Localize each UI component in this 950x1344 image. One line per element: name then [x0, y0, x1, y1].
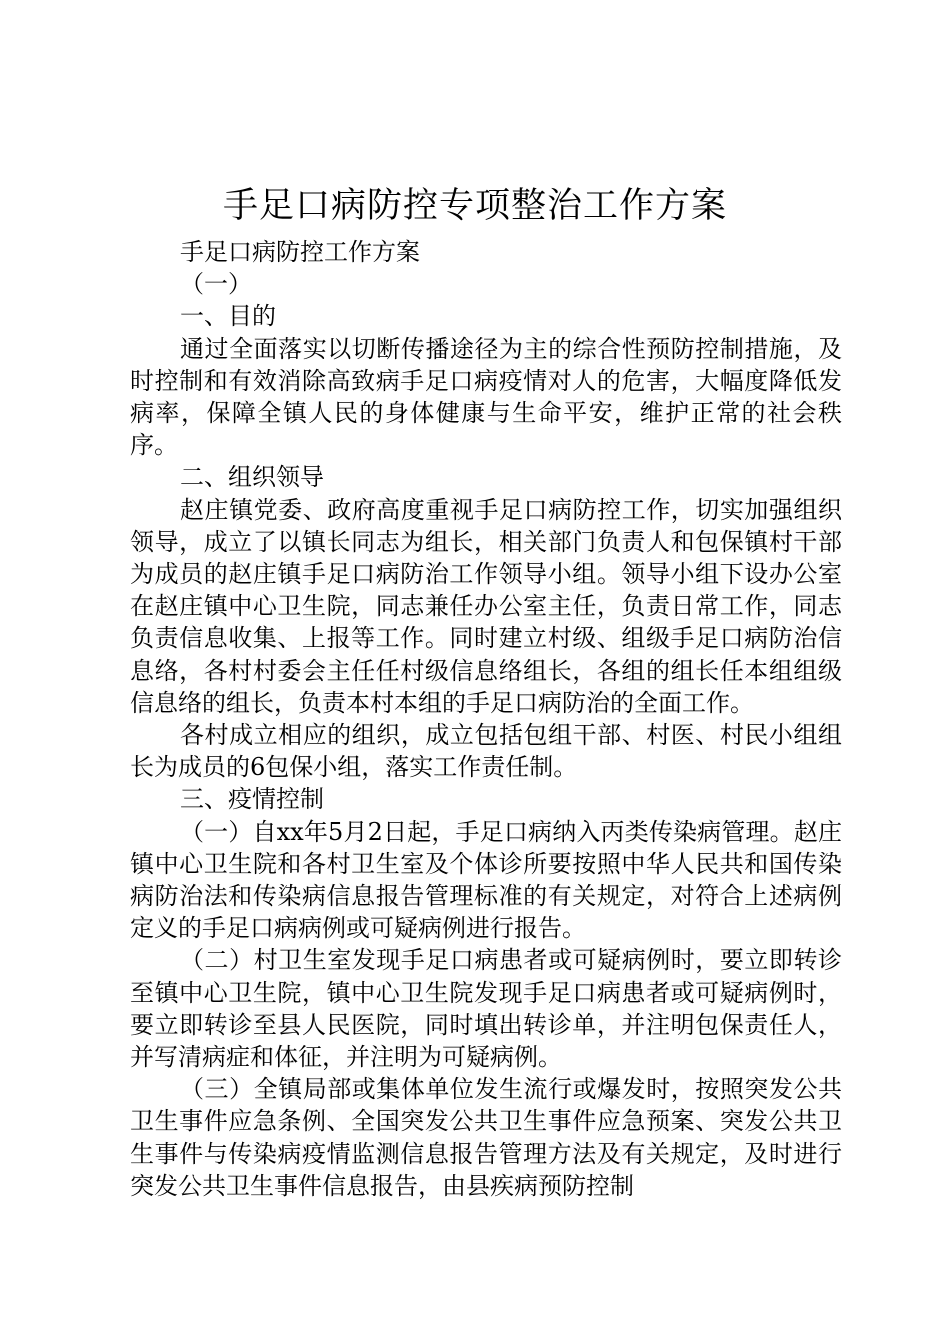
epidemic-control-item-1: （一）自xx年5月2日起，手足口病纳入丙类传染病管理。赵庄镇中心卫生院和各村卫生室及个体诊所要按照中华人民共和国传染病防治法和传染病信息报告管理标准的有关规定，对符合上述病例定义的手足口病病例或可疑病例进行报告。: [130, 817, 842, 943]
organization-paragraph: 赵庄镇党委、政府高度重视手足口病防控工作，切实加强组织领导，成立了以镇长同志为组长，相关部门负责人和包保镇村干部为成员的赵庄镇手足口病防治工作领导小组。领导小组下设办公室在赵庄镇中心卫生院，同志兼任办公室主任，负责日常工作，同志负责信息收集、上报等工作。同时建立村级、组级手足口病防治信息络，各村村委会主任任村级信息络组长，各组的组长任本组组级信息络的组长，负责本村本组的手足口病防治的全面工作。: [130, 495, 842, 717]
epidemic-control-item-3: （三）全镇局部或集体单位发生流行或爆发时，按照突发公共卫生事件应急条例、全国突发公共卫生事件应急预案、突发公共卫生事件与传染病疫情监测信息报告管理方法及有关规定，及时进行突发公共卫生事件信息报告，由县疾病预防控制: [130, 1075, 842, 1200]
section-number-paragraph: （一）: [180, 270, 252, 299]
document-title: 手足口病防控专项整治工作方案: [222, 186, 727, 226]
purpose-paragraph: 通过全面落实以切断传播途径为主的综合性预防控制措施，及时控制和有效消除高致病手足口病疫情对人的危害，大幅度降低发病率，保障全镇人民的身体健康与生命平安，维护正常的社会秩序。: [130, 334, 842, 460]
section-heading-organization: 二、组织领导: [180, 463, 324, 492]
section-heading-purpose: 一、目的: [180, 302, 276, 331]
epidemic-control-item-2: （二）村卫生室发现手足口病患者或可疑病例时，要立即转诊至镇中心卫生院，镇中心卫生院发现手足口病患者或可疑病例时，要立即转诊至县人民医院，同时填出转诊单，并注明包保责任人，并写清病症和体征，并注明为可疑病例。: [130, 946, 842, 1072]
document-body: [130, 236, 842, 1202]
section-heading-epidemic-control: 三、疫情控制: [180, 785, 324, 814]
village-organization-paragraph: 各村成立相应的组织，成立包括包组干部、村医、村民小组组长为成员的6包保小组，落实工作责任制。: [130, 721, 842, 782]
subtitle-paragraph: 手足口病防控工作方案: [180, 238, 420, 266]
